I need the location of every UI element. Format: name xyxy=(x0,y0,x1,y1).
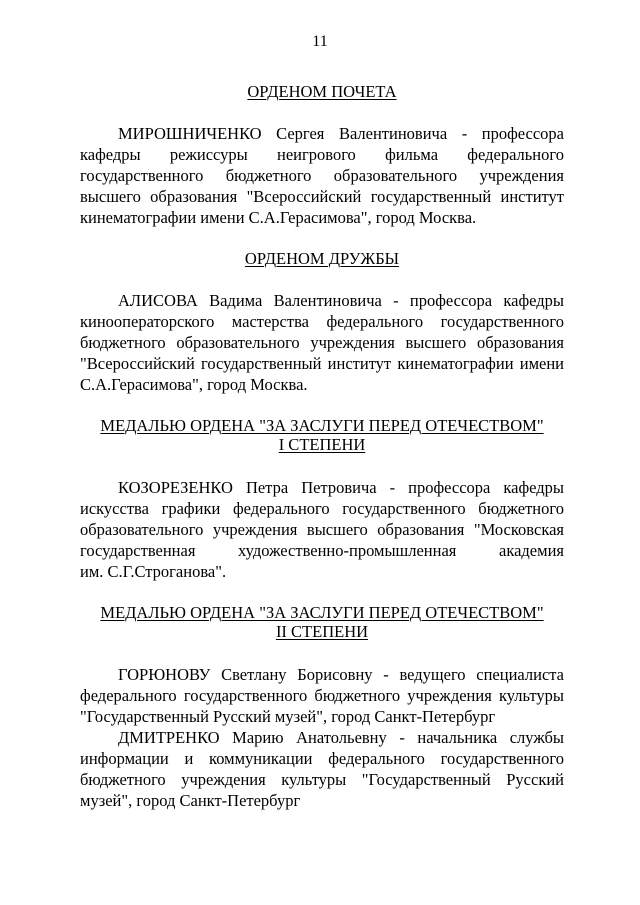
page-number: 11 xyxy=(312,33,328,50)
heading-line: II СТЕПЕНИ xyxy=(275,622,369,641)
award-paragraph-dmitrenko xyxy=(80,727,564,811)
section-heading-order-of-friendship xyxy=(80,249,564,268)
heading-line: МЕДАЛЬЮ ОРДЕНА "ЗА ЗАСЛУГИ ПЕРЕД ОТЕЧЕСТВОМ" xyxy=(100,416,544,435)
paragraph-line: им. С.Г.Строганова". xyxy=(80,562,227,581)
paragraph-line: искусства графики федерального государственного бюджетного xyxy=(80,499,564,518)
section-heading-medal-second-degree xyxy=(80,603,564,641)
paragraph-line: бюджетного образовательного учреждения высшего образования xyxy=(80,333,564,352)
paragraph-line: КОЗОРЕЗЕНКО Петра Петровича - профессора кафедры xyxy=(118,478,564,497)
award-paragraph-alisov xyxy=(80,290,564,395)
award-paragraph-miroshnichenko xyxy=(80,123,564,228)
heading-line: МЕДАЛЬЮ ОРДЕНА "ЗА ЗАСЛУГИ ПЕРЕД ОТЕЧЕСТВОМ" xyxy=(100,603,544,622)
paragraph-line: кинооператорского мастерства федерального государственного xyxy=(80,312,564,331)
paragraph-line: федерального государственного бюджетного учреждения культуры xyxy=(80,686,564,705)
award-paragraph-kozorezenko xyxy=(80,477,564,582)
paragraph-line: АЛИСОВА Вадима Валентиновича - профессора кафедры xyxy=(118,291,564,310)
paragraph-line: ГОРЮНОВУ Светлану Борисовну - ведущего специалиста xyxy=(118,665,564,684)
paragraph-line: высшего образования "Всероссийский государственный институт xyxy=(80,187,564,206)
paragraph-line: ДМИТРЕНКО Марию Анатольевну - начальника службы xyxy=(118,728,564,747)
award-paragraph-goryunova xyxy=(80,664,564,727)
paragraph-line: государственного бюджетного образовательного учреждения xyxy=(80,166,564,185)
paragraph-line: кафедры режиссуры неигрового фильма федерального xyxy=(80,145,564,164)
paragraph-line: "Всероссийский государственный институт кинематографии имени xyxy=(80,354,564,373)
heading-line: I СТЕПЕНИ xyxy=(278,435,366,454)
paragraph-line: "Государственный Русский музей", город Санкт-Петербург xyxy=(80,707,496,726)
paragraph-line: информации и коммуникации федерального государственного xyxy=(80,749,564,768)
section-heading-order-of-honor xyxy=(80,82,564,101)
paragraph-line: музей", город Санкт-Петербург xyxy=(80,791,301,810)
paragraph-line: государственная художественно-промышленная академия xyxy=(80,541,564,560)
paragraph-line: С.А.Герасимова", город Москва. xyxy=(80,375,308,394)
heading-line: ОРДЕНОМ ПОЧЕТА xyxy=(247,82,397,101)
paragraph-line: МИРОШНИЧЕНКО Сергея Валентиновича - профессора xyxy=(118,124,564,143)
heading-line: ОРДЕНОМ ДРУЖБЫ xyxy=(244,249,400,268)
paragraph-line: образовательного учреждения высшего образования "Московская xyxy=(80,520,564,539)
paragraph-line: бюджетного учреждения культуры "Государственный Русский xyxy=(80,770,564,789)
paragraph-line: кинематографии имени С.А.Герасимова", город Москва. xyxy=(80,208,477,227)
section-heading-medal-first-degree xyxy=(80,416,564,454)
